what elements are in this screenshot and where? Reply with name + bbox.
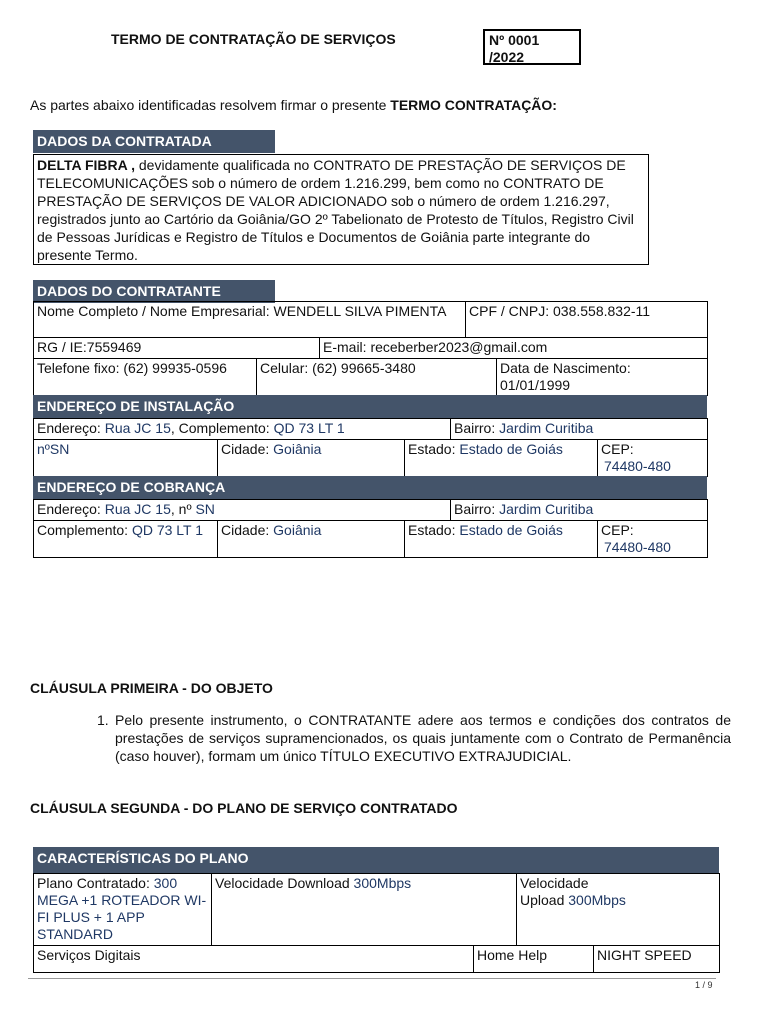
plano-home-help: Home Help <box>474 946 594 973</box>
complemento-label: Complemento: <box>37 522 132 538</box>
complemento-value: QD 73 LT 1 <box>131 522 204 538</box>
intro-text: As partes abaixo identificadas resolvem firmar o presente <box>30 97 391 113</box>
endereco-value: Rua JC 15 <box>104 501 171 517</box>
nascimento-value: 01/01/1999 <box>500 377 571 393</box>
instalacao-estado <box>405 440 598 477</box>
cidade-value: Goiânia <box>273 441 322 457</box>
instalacao-numero: nºSN <box>34 440 218 477</box>
clausula-segunda-title: CLÁUSULA SEGUNDA - DO PLANO DE SERVIÇO CONTRATADO <box>30 800 458 816</box>
cobranca-heading: ENDEREÇO DE COBRANÇA <box>33 476 707 499</box>
endereco-label: Endereço: <box>37 501 105 517</box>
clausula-primeira-item-number: 1. <box>97 712 109 728</box>
cobranca-cidade <box>218 521 405 558</box>
bairro-label: Bairro: <box>454 420 500 436</box>
instalacao-table-row2 <box>33 439 708 477</box>
bairro-value: Jardim Curitiba <box>499 501 594 517</box>
footer-divider <box>28 978 716 979</box>
plano-table-row2 <box>33 945 720 973</box>
numero-label: , nº <box>170 501 196 517</box>
contratante-telefone: Telefone fixo: (62) 99935-0596 <box>34 359 257 396</box>
contratada-company: DELTA FIBRA , <box>37 157 135 173</box>
plano-value: 300 MEGA +1 ROTEADOR WI-FI PLUS + 1 APP STANDARD <box>37 875 207 942</box>
contratada-description <box>33 154 649 265</box>
cidade-label: Cidade: <box>221 441 274 457</box>
plano-upload <box>517 874 720 946</box>
instalacao-endereco <box>34 419 451 440</box>
bairro-value: Jardim Curitiba <box>499 420 594 436</box>
numero-value: SN <box>195 501 215 517</box>
contract-number-line2: /2022 <box>489 49 525 65</box>
cobranca-estado <box>405 521 598 558</box>
cep-label: CEP: <box>601 441 634 457</box>
plano-contratado <box>34 874 212 946</box>
instalacao-table-row1 <box>33 418 708 440</box>
bairro-label: Bairro: <box>454 501 500 517</box>
plano-heading: CARACTERÍSTICAS DO PLANO <box>33 847 719 873</box>
endereco-label: Endereço: <box>37 420 105 436</box>
estado-label: Estado: <box>408 522 460 538</box>
clausula-primeira-item-text: Pelo presente instrumento, o CONTRATANTE adere aos termos e condições dos contratos de prestações de serviços supramencionados, os quais juntamente com o Contrato de Permanência (caso houver), formam um único TÍTULO EXECUTIVO EXTRAJUDICIAL. <box>115 712 731 764</box>
cobranca-cep <box>598 521 708 558</box>
plano-label: Plano Contratado: <box>37 875 154 891</box>
cobranca-table-row2 <box>33 520 708 558</box>
complemento-value: QD 73 LT 1 <box>273 420 345 436</box>
cobranca-complemento <box>34 521 218 558</box>
intro-bold: TERMO CONTRATAÇÃO: <box>390 97 557 113</box>
download-label: Velocidade Download <box>215 875 354 891</box>
contratante-heading: DADOS DO CONTRATANTE <box>33 280 275 303</box>
estado-label: Estado: <box>408 441 460 457</box>
cobranca-table-row1 <box>33 499 708 521</box>
cobranca-endereco <box>34 500 451 521</box>
plano-download <box>212 874 517 946</box>
instalacao-bairro <box>451 419 708 440</box>
upload-label-line1: Velocidade <box>520 875 589 891</box>
cidade-label: Cidade: <box>221 522 274 538</box>
plano-table-row1 <box>33 873 720 946</box>
contratante-table-row2 <box>33 337 708 359</box>
instalacao-cidade <box>218 440 405 477</box>
contratada-heading: DADOS DA CONTRATADA <box>33 130 275 153</box>
page-number: 1 / 9 <box>695 980 713 990</box>
complemento-label: , Complemento: <box>170 420 274 436</box>
contratante-table-row3 <box>33 358 708 396</box>
estado-value: Estado de Goiás <box>459 441 563 457</box>
contratante-rg: RG / IE:7559469 <box>34 338 320 359</box>
contratante-cpf: CPF / CNPJ: 038.558.832-11 <box>466 302 708 338</box>
cep-label: CEP: <box>601 522 634 538</box>
document-title: TERMO DE CONTRATAÇÃO DE SERVIÇOS <box>111 31 396 47</box>
estado-value: Estado de Goiás <box>459 522 563 538</box>
contratante-table <box>33 301 708 338</box>
contract-number-box <box>483 29 581 65</box>
contratada-text: devidamente qualificada no CONTRATO DE PRESTAÇÃO DE SERVIÇOS DE TELECOMUNICAÇÕES sob o número de ordem 1.216.299, bem como no CONTRATO DE PRESTAÇÃO DE SERVIÇOS DE VALOR ADICIONADO sob o número de ordem 1.216.297, registrados junto ao Cartório da Goiânia/GO 2º Tabelionato de Protesto de Títulos, Registro Civil de Pessoas Jurídicas e Registro de Títulos e Documentos de Goiânia parte integrante do presente Termo. <box>37 157 634 263</box>
cep-value: 74480-480 <box>604 458 671 474</box>
contratante-email: E-mail: receberber2023@gmail.com <box>320 338 708 359</box>
upload-value: 300Mbps <box>568 892 626 908</box>
instalacao-cep <box>598 440 708 477</box>
plano-night-speed: NIGHT SPEED <box>594 946 720 973</box>
contratante-nascimento <box>497 359 708 396</box>
clausula-primeira-title: CLÁUSULA PRIMEIRA - DO OBJETO <box>30 680 273 696</box>
contratante-nome: Nome Completo / Nome Empresarial: WENDELL SILVA PIMENTA <box>34 302 466 338</box>
contratante-celular: Celular: (62) 99665-3480 <box>257 359 497 396</box>
download-value: 300Mbps <box>353 875 412 891</box>
nascimento-label: Data de Nascimento: <box>500 360 631 376</box>
upload-label-line2: Upload <box>520 892 569 908</box>
instalacao-heading: ENDEREÇO DE INSTALAÇÃO <box>33 395 707 418</box>
cobranca-bairro <box>451 500 708 521</box>
cidade-value: Goiânia <box>273 522 322 538</box>
contract-number-line1: Nº 0001 <box>489 32 540 48</box>
endereco-value: Rua JC 15 <box>104 420 171 436</box>
intro-paragraph <box>30 97 557 113</box>
plano-servicos-digitais: Serviços Digitais <box>34 946 474 973</box>
cep-value: 74480-480 <box>604 539 671 555</box>
